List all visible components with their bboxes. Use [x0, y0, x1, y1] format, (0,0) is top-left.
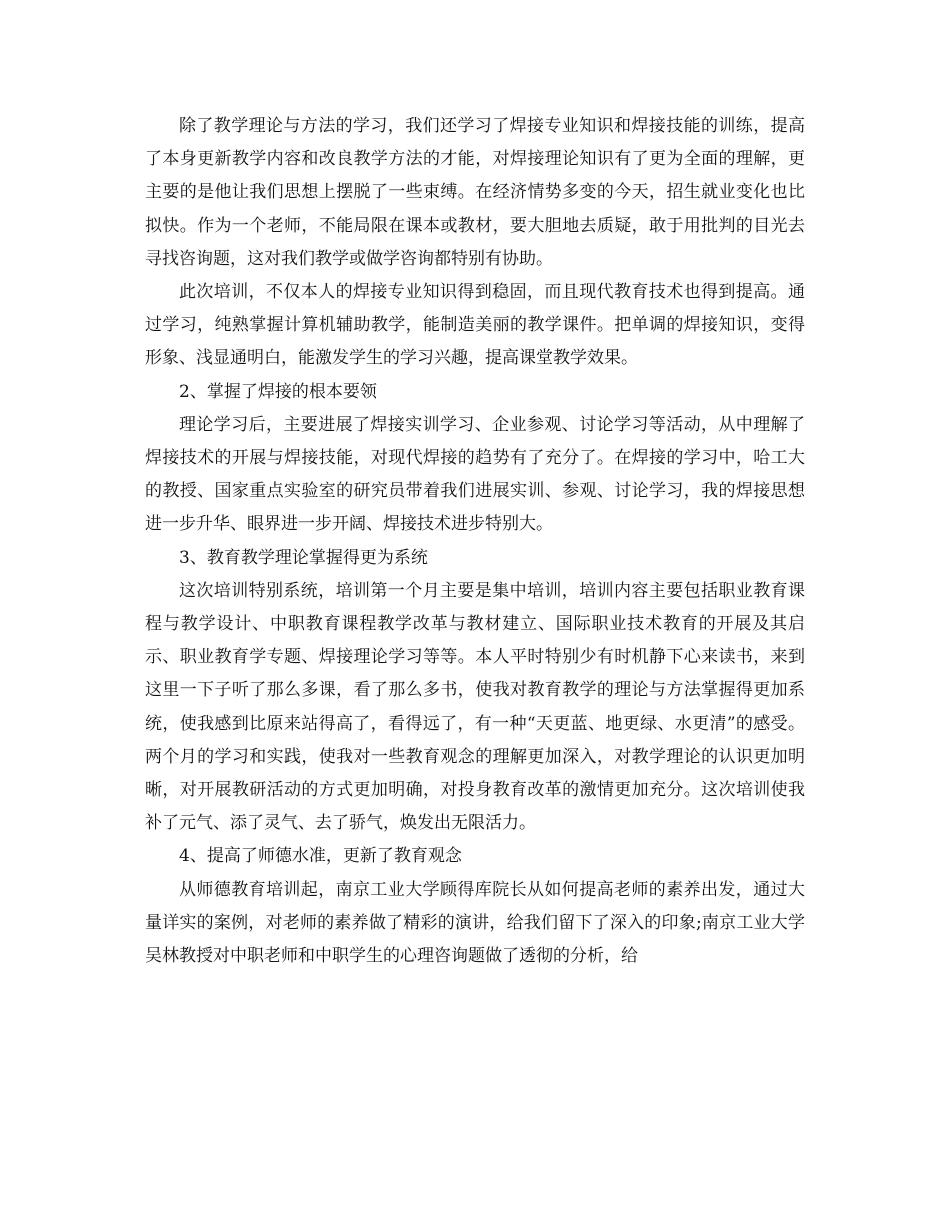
paragraph-practical-training: 理论学习后，主要进展了焊接实训学习、企业参观、讨论学习等活动，从中理解了焊接技术的开展与焊接技能，对现代焊接的趋势有了充分了。在焊接的学习中，哈工大的教授、国家重点实验室的研究员带着我们进展实训、参观、讨论学习，我的焊接思想进一步升华、眼界进一步开阔、焊接技术进步特别大。	[145, 414, 805, 535]
heading-teacher-ethics: 4、提高了师德水准，更新了教育观念	[179, 846, 462, 867]
paragraph-ethics-training: 从师德教育培训起，南京工业大学顾得库院长从如何提高老师的素养出发，通过大量详实的案例，对老师的素养做了精彩的演讲，给我们留下了深入的印象;南京工业大学吴林教授对中职老师和中职学生的心理咨询题做了透彻的分析，给	[145, 879, 805, 967]
paragraph-welding-training: 除了教学理论与方法的学习，我们还学习了焊接专业知识和焊接技能的训练，提高了本身更新教学内容和改良教学方法的才能，对焊接理论知识有了更为全面的理解，更主要的是他让我们思想上摆脱了一些束缚。在经济情势多变的今天，招生就业变化也比拟快。作为一个老师，不能局限在课本或教材，要大胆地去质疑，敢于用批判的目光去寻找咨询题，这对我们教学或做学咨询都特别有协助。	[145, 116, 805, 269]
heading-welding-essentials: 2、掌握了焊接的根本要领	[179, 381, 377, 402]
heading-teaching-theory: 3、教育教学理论掌握得更为系统	[179, 547, 428, 568]
paragraph-education-technology: 此次培训，不仅本人的焊接专业知识得到稳固，而且现代教育技术也得到提高。通过学习，纯熟掌握计算机辅助教学，能制造美丽的教学课件。把单调的焊接知识，变得形象、浅显通明白，能激发学生的学习兴趣，提高课堂教学效果。	[145, 282, 805, 369]
document-page	[145, 110, 805, 973]
paragraph-systematic-training: 这次培训特别系统，培训第一个月主要是集中培训，培训内容主要包括职业教育课程与教学设计、中职教育课程教学改革与教材建立、国际职业技术教育的开展及其启示、职业教育学专题、焊接理论学习等等。本人平时特别少有时机静下心来读书，来到这里一下子听了那么多课，看了那么多书，使我对教育教学的理论与方法掌握得更加系统，使我感到比原来站得高了，看得远了，有一种“天更蓝、地更绿、水更清”的感受。两个月的学习和实践，使我对一些教育观念的理解更加深入，对教学理论的认识更加明晰，对开展教研活动的方式更加明确，对投身教育改革的激情更加充分。这次培训使我补了元气、添了灵气、去了骄气，焕发出无限活力。	[145, 580, 805, 834]
